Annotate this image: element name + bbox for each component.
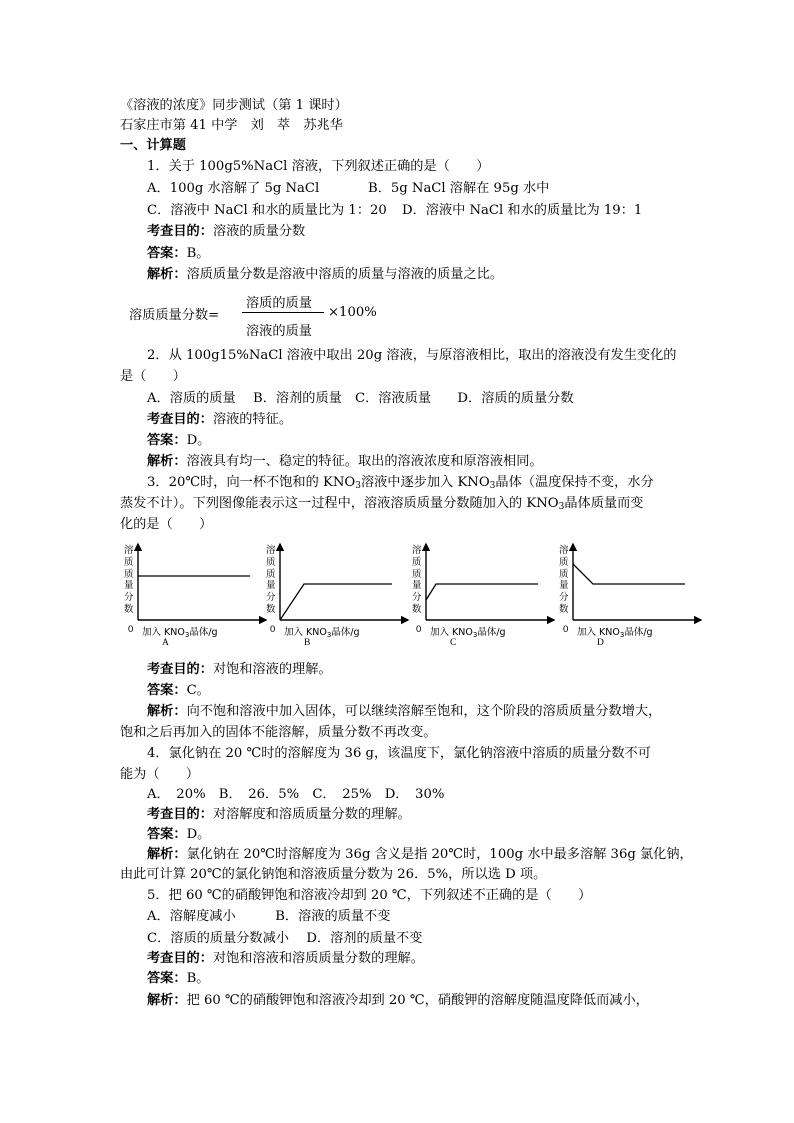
analysis-label: 解析： [147,454,187,469]
analysis-text: 把 60 ℃的硝酸钾饱和溶液冷却到 20 ℃，硝酸钾的溶解度随温度降低而减小， [186,993,649,1008]
purpose-label: 考查目的： [147,951,213,966]
document-title: 《溶液的浓度》同步测试（第 1 课时） [120,98,348,113]
analysis-label: 解析： [147,847,187,862]
q3-answer [147,682,210,700]
graph-letter: C [450,638,457,648]
graph-x-label: 加入 $KNO_3$晶体/g [430,627,506,639]
graph-origin-label: 0 [563,624,569,635]
graph-letter: B [304,638,311,648]
answer-label: 答案： [147,827,187,842]
analysis-label: 解析： [147,993,187,1008]
q1-answer [147,245,209,263]
q4-stem-line1: 4．氯化钠在 20 ℃时的溶解度为 36 g，该温度下，氯化钠溶液中溶质的质量分数不可 [147,746,651,761]
answer-label: 答案： [147,433,187,448]
graph-x-label: 加入 $KNO_3$晶体/g [142,627,218,639]
graph-x-label: 加入 $KNO_3$晶体/g [284,627,360,639]
answer-label: 答案： [147,246,187,261]
formula-numerator: 溶质的质量 [246,296,312,311]
q5-options-ab: A．溶解度减小 B．溶液的质量不变 [147,909,391,924]
purpose-text: 对溶解度和溶质质量分数的理解。 [212,807,411,822]
answer-label: 答案： [147,683,187,698]
graph-origin-label: 0 [128,624,134,635]
graph-letter: A [162,638,169,648]
q3-stem-part: 溶液中逐步加入 KNO [360,475,490,490]
q5-answer [147,970,209,988]
formula-tail: ×100% [328,305,377,320]
graph-letter: D [597,638,604,648]
author-line: 石家庄市第 41 中学 刘 萃 苏兆华 [120,118,343,133]
q4-purpose [147,806,411,824]
answer-text: B。 [186,246,210,261]
q4-answer [147,826,210,844]
purpose-text: 溶液的质量分数 [212,224,306,239]
formula-lhs: 溶质质量分数= [129,308,220,323]
q5-analysis [147,992,649,1010]
purpose-label: 考查目的： [147,662,213,677]
graph-b [262,542,412,654]
graph-curve [426,584,538,600]
purpose-label: 考查目的： [147,807,213,822]
subscript-3: 3 [489,481,496,491]
q4-stem-line2: 能为（ ） [120,767,200,782]
q1-option-d: D．溶液中 NaCl 和水的质量比为 19：1 [402,203,643,218]
section-heading: 一、计算题 [120,138,186,153]
q4-options: A． 20% B． 26．5% C． 25% D． 30% [147,787,445,802]
q3-stem-line1 [147,474,654,495]
analysis-text: 向不饱和溶液中加入固体，可以继续溶解至饱和，这个阶段的溶质质量分数增大， [186,704,662,719]
purpose-text: 溶液的特征。 [212,412,293,427]
answer-text: D。 [186,433,211,448]
graph-y-label: 溶质质量分数 [559,545,569,615]
q1-option-a: A．100g 水溶解了 5g NaCl [147,181,320,196]
graph-origin-label: 0 [270,624,276,635]
analysis-label: 解析： [147,704,187,719]
purpose-text: 对饱和溶液的理解。 [212,662,332,677]
graph-y-label: 溶质质量分数 [266,545,276,615]
fraction-bar [242,312,324,313]
analysis-text: 溶质质量分数是溶液中溶质的质量与溶液的质量之比。 [186,267,504,282]
q4-analysis-line2: 由此可计算 20℃的氯化钠饱和溶液质量分数为 26．5%，所以选 D 项。 [120,867,547,882]
q2-answer [147,432,210,450]
analysis-text: 氯化钠在 20℃时溶解度为 36g 含义是指 20℃时，100g 水中最多溶解 36g 氯化钠， [186,847,693,862]
q3-analysis-line2: 饱和之后再加入的固体不能溶解，质量分数不再改变。 [120,725,437,740]
graph-a [120,542,270,654]
subscript-3: 3 [558,502,565,512]
q1-option-c: C．溶液中 NaCl 和水的质量比为 1：20 [147,203,387,218]
q2-stem-line1: 2．从 100g15%NaCl 溶液中取出 20g 溶液，与原溶液相比，取出的溶液没有发生变化的 [147,348,677,363]
subscript-3: 3 [355,481,361,491]
graph-curve [573,564,685,584]
q4-analysis-line1 [147,846,693,864]
q1-stem: 1．关于 100g5%NaCl 溶液，下列叙述正确的是（ ） [147,159,490,174]
purpose-label: 考查目的： [147,224,213,239]
graph-x-label: 加入 $KNO_3$晶体/g [577,627,653,639]
q5-options-cd: C．溶质的质量分数减小 D．溶剂的质量不变 [147,931,423,946]
q3-stem-part: 3．20℃时，向一杯不饱和的 KNO [147,475,356,490]
q3-stem-line3: 化的是（ ） [120,517,213,532]
q3-stem-part: 蒸发不计）。下列图像能表示这一过程中，溶液溶质质量分数随加入的 KNO [120,496,559,511]
q1-analysis [147,266,503,284]
analysis-text: 溶液具有均一、稳定的特征。取出的溶液浓度和原溶液相同。 [186,454,543,469]
analysis-label: 解析： [147,267,187,282]
q3-analysis-line1 [147,703,661,721]
purpose-label: 考查目的： [147,412,213,427]
q2-options: A．溶质的质量 B．溶剂的质量 C．溶液质量 D．溶质的质量分数 [147,391,574,406]
q3-stem-part: 晶体（温度保持不变，水分 [495,475,654,490]
q1-option-b: B．5g NaCl 溶解在 95g 水中 [368,181,550,196]
q3-stem-part: 晶体质量而变 [564,496,644,511]
q2-purpose [147,411,292,429]
q1-purpose [147,223,305,241]
q3-stem-line2 [120,495,643,516]
graph-y-label: 溶质质量分数 [124,545,134,615]
formula-denominator: 溶液的质量 [246,324,312,339]
graph-curve [280,584,392,620]
graph-y-label: 溶质质量分数 [412,545,422,615]
graph-d [555,542,705,654]
q5-stem: 5．把 60 ℃的硝酸钾饱和溶液冷却到 20 ℃，下列叙述不正确的是（ ） [147,888,592,903]
purpose-text: 对饱和溶液和溶质质量分数的理解。 [212,951,424,966]
q2-stem-line2: 是（ ） [120,369,186,384]
answer-text: D。 [186,827,211,842]
answer-text: B。 [186,971,210,986]
q3-purpose [147,661,332,679]
answer-label: 答案： [147,971,187,986]
q2-analysis [147,453,543,471]
graph-c [408,542,558,654]
q5-purpose [147,950,424,968]
graph-origin-label: 0 [416,624,422,635]
answer-text: C。 [186,683,210,698]
